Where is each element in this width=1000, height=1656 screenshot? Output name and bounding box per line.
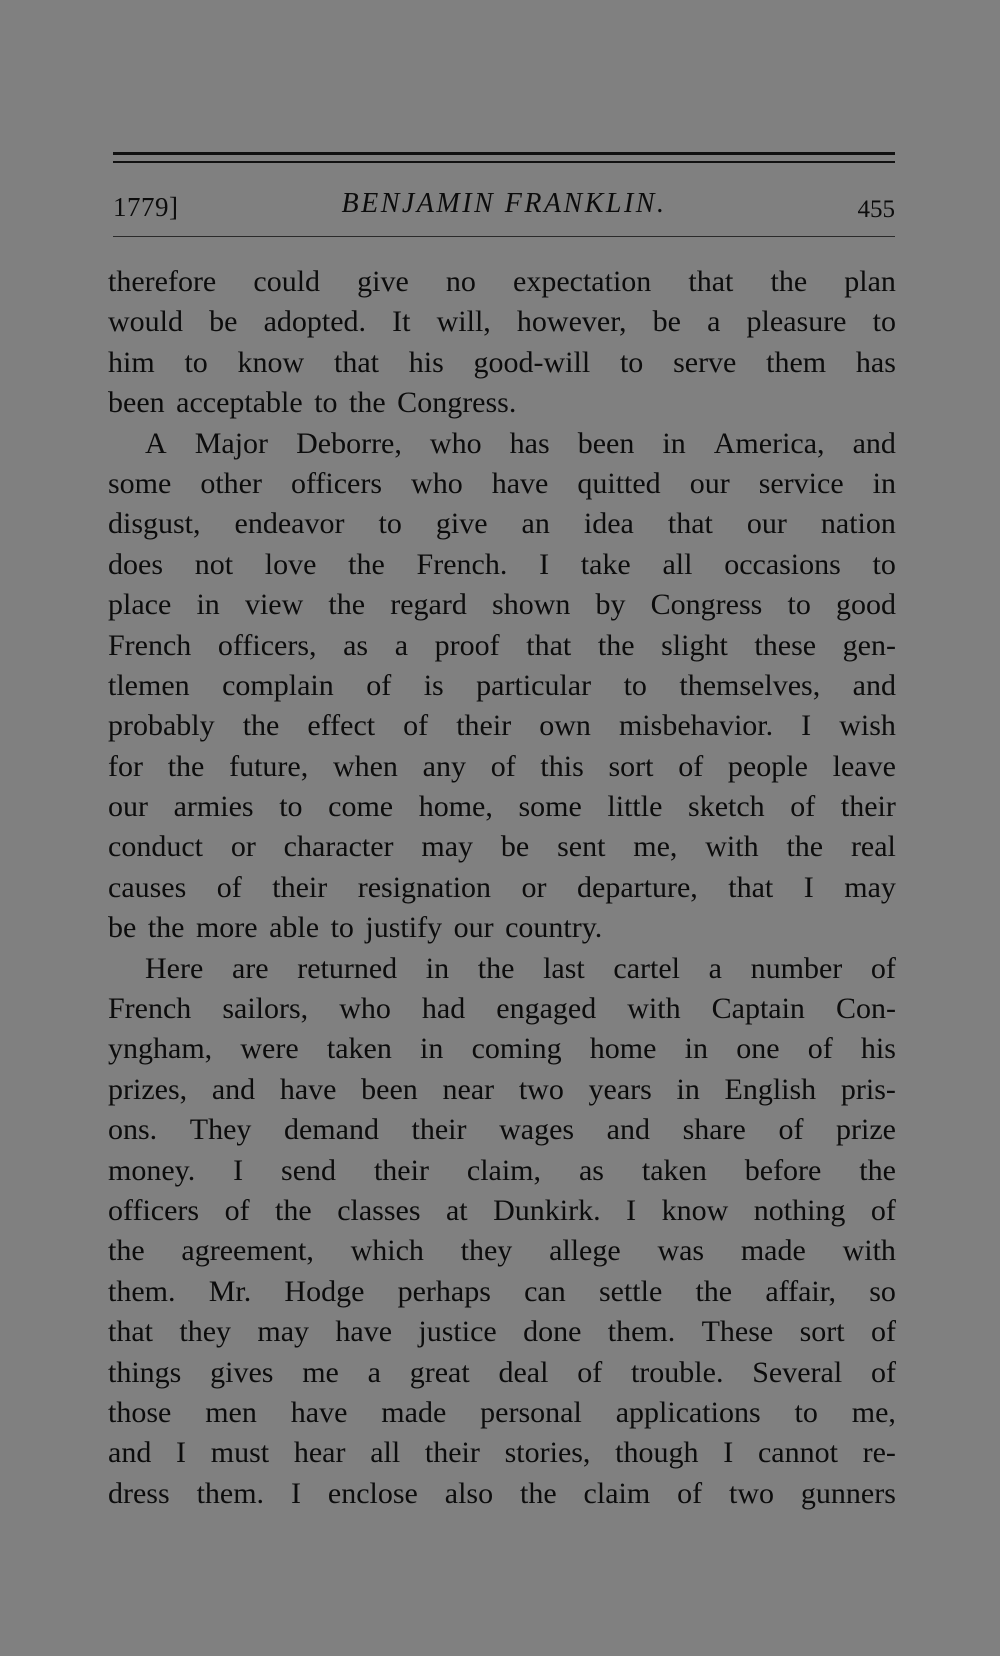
text-line: therefore could give no expectation that the plan — [108, 265, 896, 298]
text-line: be the more able to justify our country. — [108, 911, 603, 945]
running-head-year: 1779] — [113, 192, 179, 222]
text-line: ons. They demand their wages and share of prize — [108, 1113, 896, 1147]
text-line: and I must hear all their stories, though I cannot re- — [108, 1436, 896, 1470]
header-double-rule-bottom — [113, 161, 895, 163]
text-line: French officers, as a proof that the slight these gen- — [108, 628, 896, 662]
text-line: causes of their resignation or departure, that I may — [108, 870, 896, 904]
text-line: place in view the regard shown by Congress to good — [108, 588, 896, 622]
text-line: would be adopted. It will, however, be a pleasure to — [108, 305, 896, 339]
text-line: probably the effect of their own misbehavior. I wish — [108, 709, 896, 743]
text-line: yngham, were taken in coming home in one of his — [108, 1032, 896, 1066]
text-line: money. I send their claim, as taken before the — [108, 1153, 896, 1187]
text-line: things gives me a great deal of trouble. Several of — [108, 1355, 896, 1389]
text-line: disgust, endeavor to give an idea that our nation — [108, 507, 896, 541]
text-line: been acceptable to the Congress. — [108, 386, 517, 420]
text-line: Here are returned in the last cartel a number of — [145, 951, 896, 985]
text-line: that they may have justice done them. These sort of — [108, 1315, 896, 1349]
page-number: 455 — [857, 196, 895, 223]
running-head-title: BENJAMIN FRANKLIN. — [341, 188, 667, 219]
text-line: them. Mr. Hodge perhaps can settle the affair, so — [108, 1274, 896, 1308]
text-line: some other officers who have quitted our service in — [108, 466, 896, 500]
body-text — [108, 262, 896, 1514]
text-line: dress them. I enclose also the claim of two gunners — [108, 1476, 896, 1510]
text-line: our armies to come home, some little sketch of their — [108, 790, 896, 824]
text-line: for the future, when any of this sort of people leave — [108, 749, 896, 783]
text-line: tlemen complain of is particular to themselves, and — [108, 668, 896, 702]
running-head — [113, 186, 895, 226]
text-line: those men have made personal applications to me, — [108, 1395, 896, 1429]
text-line: officers of the classes at Dunkirk. I know nothing of — [108, 1193, 896, 1227]
text-line: the agreement, which they allege was made with — [108, 1234, 896, 1268]
text-line: A Major Deborre, who has been in America, and — [145, 426, 896, 460]
text-line: French sailors, who had engaged with Captain Con- — [108, 992, 896, 1026]
header-underline-rule — [113, 236, 895, 237]
header-double-rule-top — [113, 152, 895, 155]
text-line: conduct or character may be sent me, with the real — [108, 830, 896, 864]
text-line: does not love the French. I take all occasions to — [108, 547, 896, 581]
text-line: him to know that his good-will to serve them has — [108, 345, 896, 379]
text-line: prizes, and have been near two years in English pris- — [108, 1072, 896, 1106]
